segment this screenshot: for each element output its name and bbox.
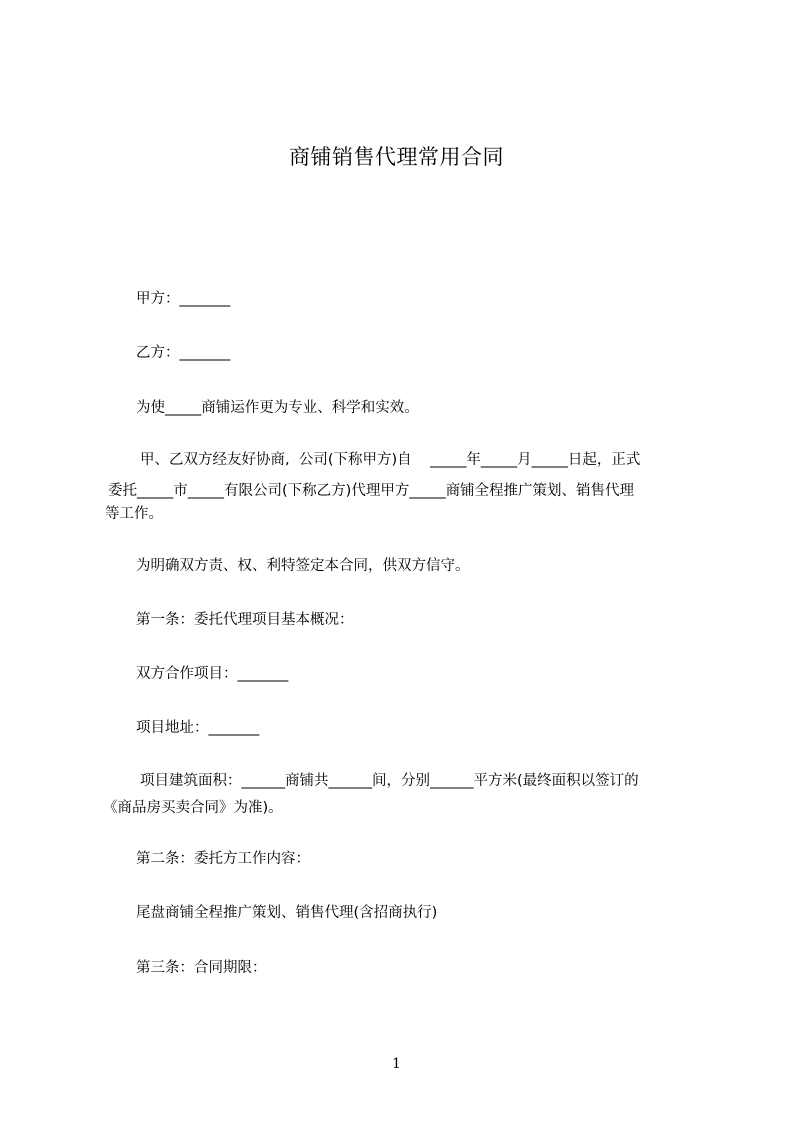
- project-name-line: 双方合作项目：_______: [136, 666, 289, 682]
- building-area-line-2: 《商品房买卖合同》为准)。: [103, 800, 283, 816]
- work-content-line: 尾盘商铺全程推广策划、销售代理(含招商执行): [136, 905, 438, 921]
- mutual-trust-paragraph: 为明确双方责、权、利特签定本合同，供双方信守。: [136, 558, 470, 574]
- document-title: 商铺销售代理常用合同: [289, 145, 504, 169]
- article-two-heading: 第二条：委托方工作内容：: [136, 851, 310, 867]
- article-three-heading: 第三条：合同期限：: [136, 960, 267, 976]
- page-number: 1: [392, 1056, 401, 1072]
- project-address-line: 项目地址：_______: [136, 720, 260, 736]
- party-b-line: 乙方：_______: [136, 345, 231, 361]
- agreement-paragraph-line-1: 甲、乙双方经友好协商, 公司(下称甲方)自 _____年_____月_____日起，正式: [140, 452, 641, 468]
- agreement-paragraph-line-2: 委托_____市_____有限公司(下称乙方)代理甲方_____商铺全程推广策划、销售代理: [108, 483, 635, 499]
- purpose-paragraph: 为使_____商铺运作更为专业、科学和实效。: [136, 400, 419, 416]
- agreement-paragraph-line-3: 等工作。: [105, 506, 163, 522]
- building-area-line-1: 项目建筑面积：______商铺共______间，分别______平方米(最终面积以签订的: [140, 773, 639, 789]
- article-one-heading: 第一条：委托代理项目基本概况：: [136, 612, 354, 628]
- party-a-line: 甲方：_______: [136, 291, 231, 307]
